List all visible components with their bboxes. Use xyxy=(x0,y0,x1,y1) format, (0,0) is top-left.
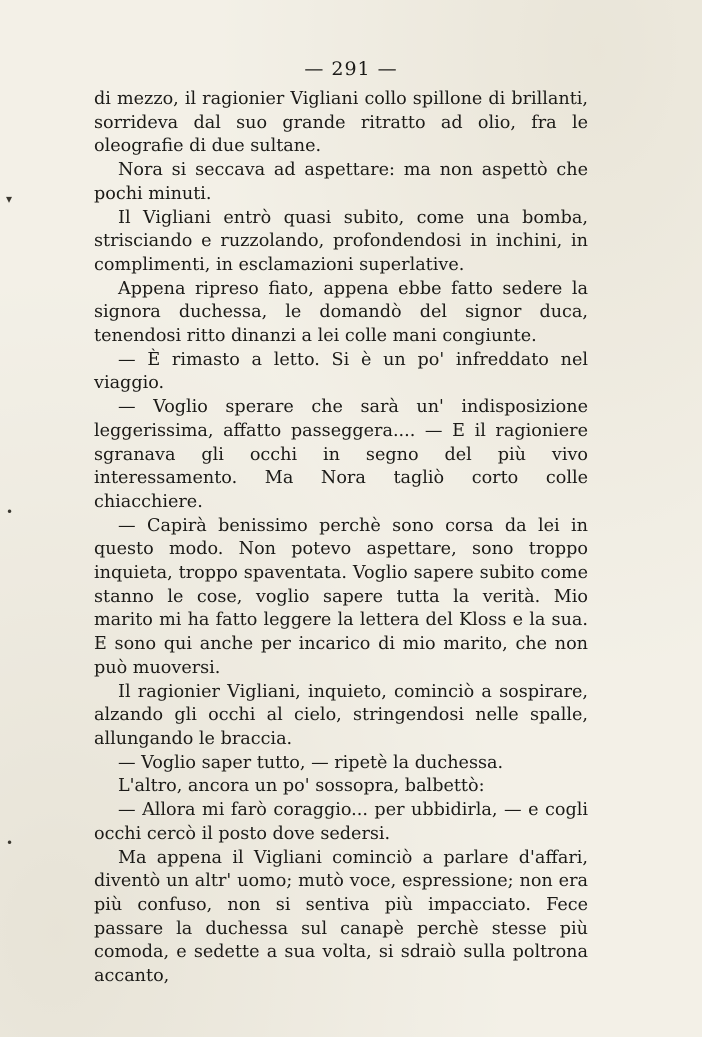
paragraph: Nora si seccava ad aspettare: ma non aspettò che pochi minuti. xyxy=(94,160,588,204)
paragraph: — Voglio sperare che sarà un' indisposizione leggerissima, affatto passeggera.... — E il ragioniere sgranava gli occhi in segno del più vivo interessamento. Ma Nora tagliò corto colle chiacchiere. xyxy=(94,397,588,512)
paragraph: — È rimasto a letto. Si è un po' infreddato nel viaggio. xyxy=(94,349,588,394)
paragraph: Il Vigliani entrò quasi subito, come una bomba, strisciando e ruzzolando, profondendosi in inchini, in complimenti, in esclamazioni superlative. xyxy=(94,207,588,275)
paragraph: di mezzo, il ragionier Vigliani collo spillone di brillanti, sorrideva dal suo grande ritratto ad olio, fra le oleografie di due sultane. xyxy=(94,89,588,157)
page-text xyxy=(94,88,588,989)
page-number: — 291 — xyxy=(304,58,398,80)
paragraph: Il ragionier Vigliani, inquieto, cominciò a sospirare, alzando gli occhi al cielo, stringendosi nelle spalle, allungando le braccia. xyxy=(94,681,588,749)
paragraph: L'altro, ancora un po' sossopra, balbettò: xyxy=(118,776,485,797)
paragraph: — Allora mi farò coraggio... per ubbidirla, — e cogli occhi cercò il posto dove sedersi. xyxy=(94,800,588,844)
margin-speck-icon: ▾ xyxy=(6,192,13,206)
margin-speck-icon: • xyxy=(6,836,14,850)
paragraph: Appena ripreso fiato, appena ebbe fatto sedere la signora duchessa, le domandò del signor duca, tenendosi ritto dinanzi a lei colle mani congiunte. xyxy=(94,278,588,347)
paragraph: — Capirà benissimo perchè sono corsa da lei in questo modo. Non potevo aspettare, sono troppo inquieta, troppo spaventata. Voglio sapere subito come stanno le cose, voglio sapere tutta la verità. Mio marito mi ha fatto leggere la lettera del Kloss e la sua. E sono qui anche per incarico di mio marito, che non può muoversi. xyxy=(94,515,588,678)
paragraph: Ma appena il Vigliani cominciò a parlare d'affari, diventò un altr' uomo; mutò voce, espressione; non era più confuso, non si sentiva più impacciato. Fece passare la duchessa sul canapè perchè stesse più comoda, e sedette a sua volta, si sdraiò sulla poltrona accanto, xyxy=(94,847,588,987)
margin-speck-icon: • xyxy=(6,505,14,519)
paragraph: — Voglio saper tutto, — ripetè la duchessa. xyxy=(118,752,504,773)
